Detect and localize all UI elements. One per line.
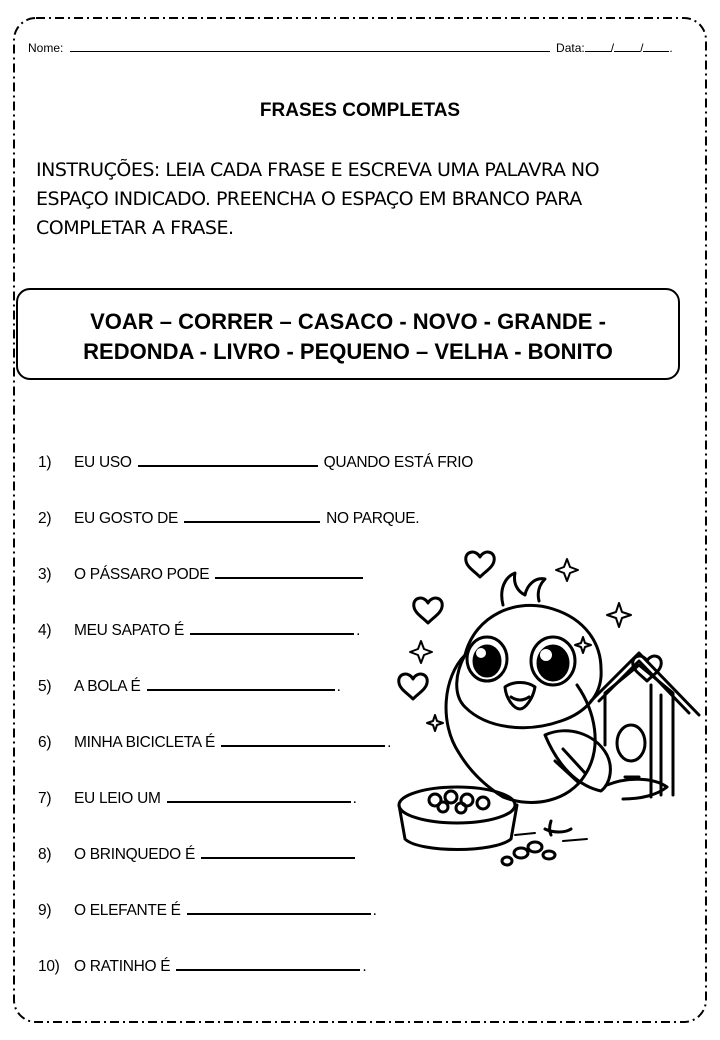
question-6 [38,731,391,752]
date-sep-2: / [640,41,644,55]
question-number: 7) [38,790,52,807]
question-number: 8) [38,846,52,863]
date-end-dot: . [669,41,673,55]
sparkle-icon [607,603,631,627]
question-text-after: . [362,958,367,975]
instructions-line-1: INSTRUÇÕES: LEIA CADA FRASE E ESCREVA UMA PALAVRA NO [36,159,600,181]
question-2 [38,507,419,528]
date-day-field[interactable] [585,40,611,52]
instructions-line-3: COMPLETAR A FRASE. [36,217,234,239]
date-sep-1: / [610,41,615,55]
sparkle-icon [427,715,443,731]
answer-blank[interactable] [221,731,385,747]
sparkle-icon [575,637,591,653]
date-month-field[interactable] [614,40,640,52]
question-3 [38,563,365,584]
question-text-before: O RATINHO É [74,958,171,975]
question-text-after: . [352,790,357,807]
heart-icon [414,598,442,623]
answer-blank[interactable] [187,899,371,915]
question-text-after: . [372,902,377,919]
sparkle-icon [556,559,578,581]
question-text-before: EU LEIO UM [74,790,161,807]
question-1 [38,451,473,472]
question-4 [38,619,360,640]
question-text-after: . [387,734,392,751]
answer-blank[interactable] [176,955,360,971]
heart-icon [399,674,427,699]
question-number: 3) [38,566,52,583]
answer-blank[interactable] [147,675,335,691]
question-text-before: O PÁSSARO PODE [74,566,210,583]
date-year-field[interactable] [643,40,669,52]
question-number: 1) [38,454,52,471]
question-text-before: A BOLA É [74,678,141,695]
question-text-before: EU USO [74,454,132,471]
data-label: Data: [556,41,585,55]
question-10 [38,955,366,976]
question-number: 2) [38,510,52,527]
instructions [36,156,656,243]
question-text-after: . [356,622,361,639]
word-bank-line-1: VOAR – CORRER – CASACO - NOVO - GRANDE - [90,309,606,334]
question-8 [38,843,357,864]
question-text-before: EU GOSTO DE [74,510,179,527]
question-text-after: QUANDO ESTÁ FRIO [323,454,474,471]
heart-icon [466,552,494,577]
question-number: 4) [38,622,52,639]
question-7 [38,787,357,808]
question-text-before: O ELEFANTE É [74,902,181,919]
question-text-after: . [336,678,341,695]
question-number: 5) [38,678,52,695]
word-bank-box [16,288,680,380]
answer-blank[interactable] [138,451,318,467]
chick-birdhouse-illustration [395,535,705,870]
instructions-line-2: ESPAÇO INDICADO. PREENCHA O ESPAÇO EM BRANCO PARA [36,188,582,210]
word-bank-line-2: REDONDA - LIVRO - PEQUENO – VELHA - BONITO [83,339,613,364]
question-text-before: MEU SAPATO É [74,622,185,639]
question-number: 9) [38,902,52,919]
question-text-after: NO PARQUE. [326,510,420,527]
nome-field[interactable] [70,40,550,52]
answer-blank[interactable] [190,619,354,635]
nome-label: Nome: [28,41,64,55]
question-text-before: O BRINQUEDO É [74,846,195,863]
question-5 [38,675,341,696]
answer-blank[interactable] [201,843,355,859]
question-number: 10) [38,958,60,975]
question-number: 6) [38,734,52,751]
question-text-before: MINHA BICICLETA É [74,734,216,751]
answer-blank[interactable] [215,563,363,579]
sparkle-icon [410,641,432,663]
answer-blank[interactable] [167,787,351,803]
question-9 [38,899,377,920]
page-title: FRASES COMPLETAS [259,100,461,121]
name-date-row [28,40,698,55]
answer-blank[interactable] [184,507,320,523]
